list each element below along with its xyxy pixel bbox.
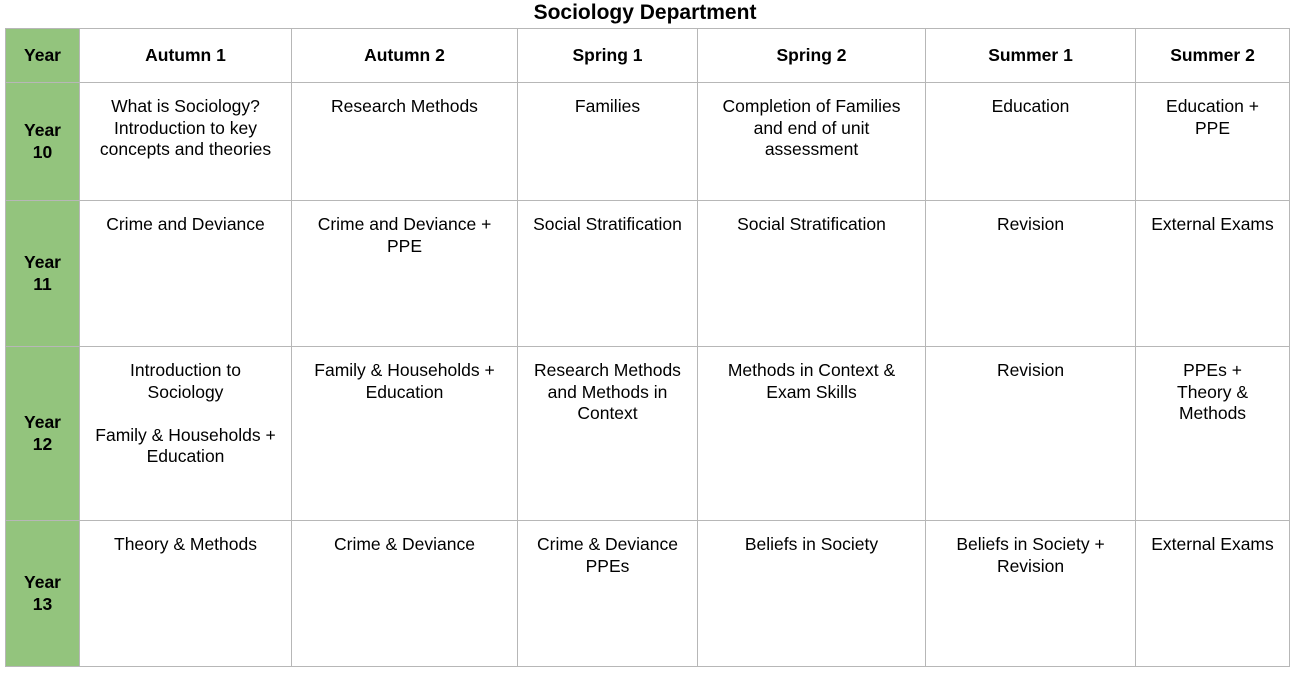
cell-text: Research Methods [534, 360, 681, 380]
cell-spring-2 [698, 83, 926, 201]
cell-text: Sociology [147, 381, 224, 402]
cell-autumn-1 [80, 347, 292, 521]
table-row-year-11 [6, 201, 1290, 347]
cell-autumn-2 [292, 347, 518, 521]
cell-autumn-1 [80, 83, 292, 201]
year-label [6, 201, 80, 347]
year-label-number: 11 [33, 273, 52, 294]
cell-text: Beliefs in Society + [956, 534, 1105, 554]
cell-text: Theory & [1177, 381, 1248, 402]
year-label-word: Year [24, 120, 61, 140]
cell-autumn-2 [292, 201, 518, 347]
cell-autumn-1 [80, 521, 292, 667]
cell-text: Revision [996, 555, 1065, 576]
curriculum-table [5, 28, 1290, 667]
cell-text: PPEs + [1183, 360, 1242, 380]
cell-spring-2 [698, 347, 926, 521]
column-header-autumn-2: Autumn 2 [292, 29, 518, 83]
cell-summer-2 [1136, 83, 1290, 201]
cell-text: External Exams [1151, 534, 1274, 554]
cell-spring-1 [518, 521, 698, 667]
cell-text: Methods [1178, 403, 1247, 423]
cell-summer-1 [926, 347, 1136, 521]
column-header-spring-1: Spring 1 [518, 29, 698, 83]
cell-text: Families [574, 96, 641, 116]
cell-text: Revision [996, 214, 1065, 234]
year-label [6, 347, 80, 521]
cell-spring-1 [518, 83, 698, 201]
cell-text: Family & Households + [95, 424, 276, 445]
cell-text: and Methods in [547, 381, 668, 402]
page-title: Sociology Department [533, 1, 757, 24]
cell-text: Social Stratification [737, 214, 886, 234]
cell-text: concepts and theories [99, 139, 272, 159]
year-label-word: Year [24, 572, 61, 592]
cell-text: Crime & Deviance [536, 534, 679, 554]
cell-text: External Exams [1151, 214, 1274, 234]
cell-text: Theory & Methods [114, 534, 257, 554]
cell-text: What is Sociology? [111, 96, 260, 116]
column-header-summer-2: Summer 2 [1136, 29, 1290, 83]
cell-text: Methods in Context & [727, 360, 896, 380]
cell-summer-1 [926, 83, 1136, 201]
cell-spacer [86, 403, 285, 425]
cell-text: Introduction to key [114, 117, 257, 138]
cell-text: PPEs [585, 555, 630, 576]
cell-autumn-2 [292, 521, 518, 667]
column-header-year: Year [6, 29, 80, 83]
cell-summer-2 [1136, 347, 1290, 521]
cell-text: assessment [764, 139, 859, 159]
table-row-year-10 [6, 83, 1290, 201]
year-label-word: Year [24, 412, 61, 432]
year-label-number: 12 [32, 433, 53, 454]
cell-text: Research Methods [331, 96, 478, 116]
year-label-number: 10 [32, 141, 53, 162]
cell-text: Exam Skills [766, 381, 857, 402]
cell-spring-1 [518, 347, 698, 521]
cell-text: Context [577, 403, 638, 423]
column-header-spring-2: Spring 2 [698, 29, 926, 83]
year-label-word: Year [24, 252, 61, 272]
cell-text: Crime & Deviance [333, 534, 476, 554]
cell-text: Education [365, 381, 444, 402]
cell-text: PPE [1194, 117, 1231, 138]
cell-text: Beliefs in Society [744, 534, 879, 554]
cell-text: Education [146, 446, 225, 466]
year-label-number: 13 [32, 593, 53, 614]
column-header-autumn-1: Autumn 1 [80, 29, 292, 83]
cell-text: Education + [1166, 96, 1259, 116]
cell-summer-1 [926, 521, 1136, 667]
year-label [6, 83, 80, 201]
cell-text: Social Stratification [533, 214, 682, 234]
cell-spring-1 [518, 201, 698, 347]
cell-spring-2 [698, 201, 926, 347]
cell-summer-1 [926, 201, 1136, 347]
cell-text: Education [991, 96, 1070, 116]
year-label [6, 521, 80, 667]
cell-text: PPE [386, 235, 423, 256]
cell-text: and end of unit [753, 117, 870, 138]
cell-spring-2 [698, 521, 926, 667]
cell-summer-2 [1136, 201, 1290, 347]
cell-summer-2 [1136, 521, 1290, 667]
cell-text: Family & Households + [314, 360, 495, 380]
cell-autumn-1 [80, 201, 292, 347]
table-row-year-13 [6, 521, 1290, 667]
table-row-year-12 [6, 347, 1290, 521]
cell-text: Crime and Deviance + [317, 214, 492, 234]
cell-autumn-2 [292, 83, 518, 201]
column-header-summer-1: Summer 1 [926, 29, 1136, 83]
cell-text: Completion of Families [722, 96, 901, 116]
cell-text: Revision [996, 360, 1065, 380]
cell-text: Crime and Deviance [106, 214, 265, 234]
header-row [6, 29, 1290, 83]
cell-text: Introduction to [130, 360, 241, 380]
